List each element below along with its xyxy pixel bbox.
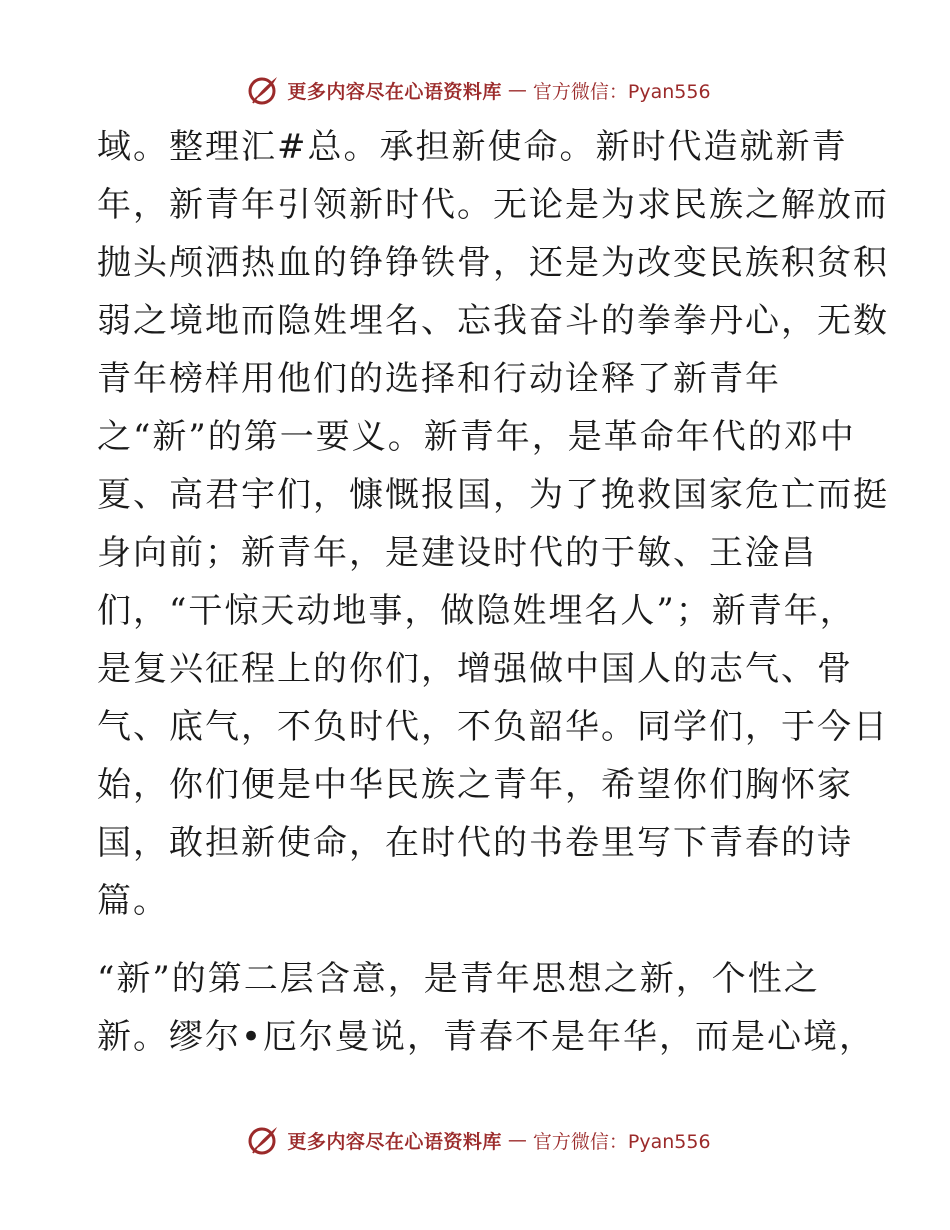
- quill-logo-icon: [247, 1123, 281, 1157]
- text-line: 之“新”的第一要义。新青年，是革命年代的邓中: [97, 417, 856, 457]
- text-line: 弱之境地而隐姓埋名、忘我奋斗的拳拳丹心，无数: [97, 301, 889, 341]
- text-line: 是复兴征程上的你们，增强做中国人的志气、骨: [97, 649, 853, 689]
- header-banner-separator: —: [507, 79, 527, 101]
- text-line: 身向前；新青年，是建设时代的于敏、王淦昌: [97, 533, 817, 573]
- document-body: [97, 118, 889, 1066]
- paragraph-1: [97, 118, 889, 930]
- text-line: 青年榜样用他们的选择和行动诠释了新青年: [97, 359, 781, 399]
- header-banner-text: 更多内容尽在心语资料库: [287, 80, 502, 103]
- text-line: 新。缪尔•厄尔曼说，青春不是年华，而是心境，: [97, 1017, 876, 1057]
- footer-banner-separator: —: [507, 1129, 527, 1151]
- text-line: 抛头颅洒热血的铮铮铁骨，还是为改变民族积贫积: [97, 243, 889, 283]
- text-line: 们，“干惊天动地事，做隐姓埋名人”；新青年，: [97, 591, 856, 631]
- footer-banner-content: [247, 1123, 710, 1157]
- text-line: 国，敢担新使命，在时代的书卷里写下青春的诗: [97, 823, 853, 863]
- footer-banner-wechat: 官方微信：Pyan556: [532, 1130, 711, 1153]
- text-line: 域。整理汇#总。承担新使命。新时代造就新青: [97, 127, 848, 167]
- quill-logo-icon: [247, 73, 281, 107]
- header-banner-wechat: 官方微信：Pyan556: [532, 80, 711, 103]
- footer-banner-text: 更多内容尽在心语资料库: [287, 1130, 502, 1153]
- text-line: 始，你们便是中华民族之青年，希望你们胸怀家: [97, 765, 853, 805]
- paragraph-2: [97, 950, 876, 1066]
- footer-banner: [0, 1120, 950, 1160]
- text-line: 气、底气，不负时代，不负韶华。同学们，于今日: [97, 707, 889, 747]
- text-line: 夏、高君宇们，慷慨报国，为了挽救国家危亡而挺: [97, 475, 889, 515]
- header-banner: [0, 70, 950, 110]
- header-banner-content: [247, 73, 710, 107]
- text-line: “新”的第二层含意，是青年思想之新，个性之: [97, 959, 820, 999]
- text-line: 年，新青年引领新时代。无论是为求民族之解放而: [97, 185, 889, 225]
- text-line: 篇。: [97, 881, 169, 921]
- paragraph-spacer: [97, 930, 857, 950]
